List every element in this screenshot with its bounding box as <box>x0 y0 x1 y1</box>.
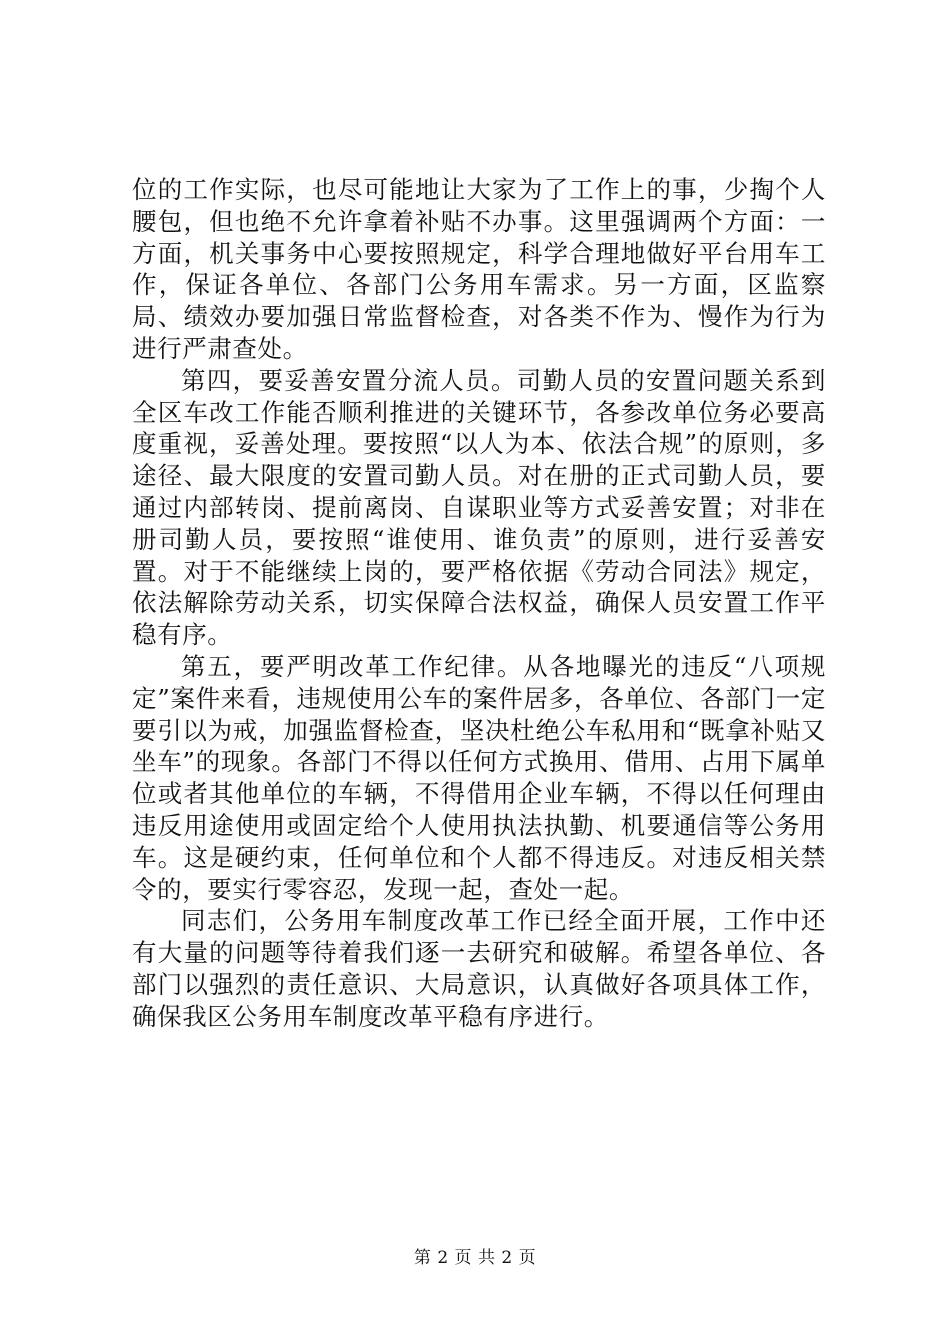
paragraph-fifth-point: 第五，要严明改革工作纪律。从各地曝光的违反“八项规定”案件来看，违规使用公车的案件居多，各单位、各部门一定要引以为戒，加强监督检查，坚决杜绝公车私用和“既拿补贴又坐车”的现象。各部门不得以任何方式换用、借用、占用下属单位或者其他单位的车辆，不得借用企业车辆，不得以任何理由违反用途使用或固定给个人使用执法执勤、机要通信等公务用车。这是硬约束，任何单位和个人都不得违反。对违反相关禁令的，要实行零容忍，发现一起，查处一起。 <box>132 651 826 904</box>
document-body <box>132 174 826 1033</box>
paragraph-closing: 同志们，公务用车制度改革工作已经全面开展，工作中还有大量的问题等待着我们逐一去研究和破解。希望各单位、各部门以强烈的责任意识、大局意识，认真做好各项具体工作，确保我区公务用车制度改革平稳有序进行。 <box>132 906 826 1031</box>
page-number-footer: 第 2 页 共 2 页 <box>413 1248 537 1268</box>
paragraph-continuation: 位的工作实际，也尽可能地让大家为了工作上的事，少掏个人腰包，但也绝不允许拿着补贴不办事。这里强调两个方面：一方面，机关事务中心要按照规定，科学合理地做好平台用车工作，保证各单位、各部门公务用车需求。另一方面，区监察局、绩效办要加强日常监督检查，对各类不作为、慢作为行为进行严肃查处。 <box>132 175 826 363</box>
paragraph-fourth-point: 第四，要妥善安置分流人员。司勤人员的安置问题关系到全区车改工作能否顺利推进的关键环节，各参改单位务必要高度重视，妥善处理。要按照“以人为本、依法合规”的原则，多途径、最大限度的安置司勤人员。对在册的正式司勤人员，要通过内部转岗、提前离岗、自谋职业等方式妥善安置；对非在册司勤人员，要按照“谁使用、谁负责”的原则，进行妥善安置。对于不能继续上岗的，要严格依据《劳动合同法》规定，依法解除劳动关系，切实保障合法权益，确保人员安置工作平稳有序。 <box>132 365 826 650</box>
